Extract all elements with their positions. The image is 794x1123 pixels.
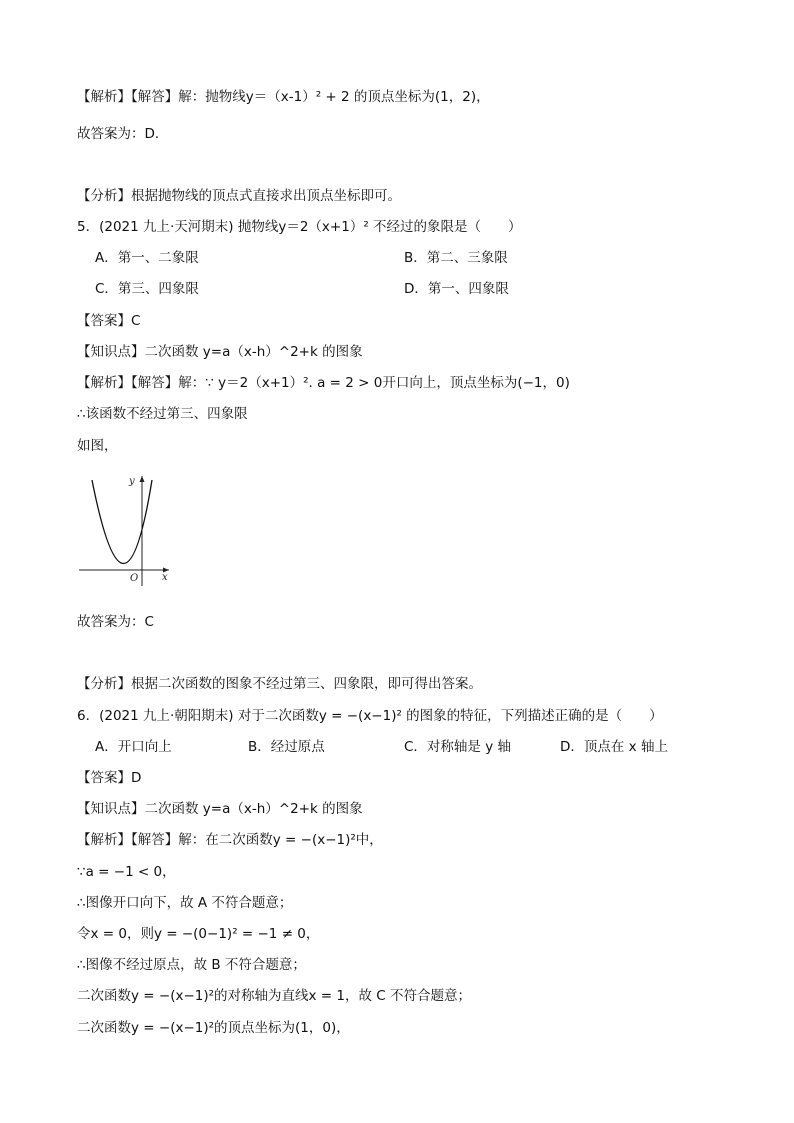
q5-option-d: D．第一、四象限 [404,281,509,297]
question-6: 6．(2021 九上·朝阳期末) 对于二次函数y = −(x−1)² 的图象的特征，下列描述正确的是（ ） [77,708,663,724]
q6-option-b: B．经过原点 [248,739,325,755]
q5-conclusion: ∴该函数不经过第三、四象限 [77,406,248,422]
q6-option-c: C．对称轴是 y 轴 [404,739,511,755]
q6-step-substitute: 令x = 0，则y = −(0−1)² = −1 ≠ 0， [77,926,320,942]
final-answer-q4: 故答案为：D． [77,126,169,142]
q6-step-coefficient: ∵a = −1 < 0， [77,864,176,880]
origin-label: O [130,573,139,584]
q5-knowledge-point: 【知识点】二次函数 y=a（x-h）^2+k 的图象 [77,344,363,360]
q5-option-c: C．第三、四象限 [95,281,199,297]
q6-solution-intro: 【解析】【解答】解：在二次函数y = −(x−1)²中， [77,832,383,848]
q6-step-vertex: 二次函数y = −(x−1)²的顶点坐标为(1，0)， [77,1020,350,1036]
parabola-curve [92,480,152,564]
q5-final-answer: 故答案为：C [77,614,154,630]
q6-answer: 【答案】D [77,770,142,786]
q5-as-shown: 如图， [77,438,118,454]
analysis-q4: 【分析】根据抛物线的顶点式直接求出顶点坐标即可。 [77,188,401,204]
q6-step-b: ∴图像不经过原点，故 B 不符合题意； [77,957,306,973]
q6-step-a: ∴图像开口向下，故 A 不符合题意； [77,895,293,911]
q6-option-d: D．顶点在 x 轴上 [560,739,668,755]
parabola-graph [77,473,177,588]
q6-knowledge-point: 【知识点】二次函数 y=a（x-h）^2+k 的图象 [77,801,363,817]
answer-analysis-q4: 【解析】【解答】解：抛物线y＝（x-1）² + 2 的顶点坐标为(1，2)， [77,89,490,105]
q5-solution: 【解析】【解答】解：∵ y＝2（x+1）². a = 2 > 0开口向上，顶点坐标为(−1，0) [77,375,570,391]
q5-option-a: A．第一、二象限 [95,250,199,266]
q6-option-a: A．开口向上 [95,739,172,755]
q6-step-c: 二次函数y = −(x−1)²的对称轴为直线x = 1，故 C 不符合题意； [77,988,472,1004]
y-axis-arrow [140,476,145,482]
x-axis-label: x [162,572,168,583]
q5-answer: 【答案】C [77,313,141,329]
y-axis-label: y [129,476,135,487]
question-5: 5．(2021 九上·天河期末) 抛物线y＝2（x+1）² 不经过的象限是（ ） [77,219,522,235]
q5-analysis: 【分析】根据二次函数的图象不经过第三、四象限，即可得出答案。 [77,676,482,692]
q5-option-b: B．第二、三象限 [404,250,508,266]
